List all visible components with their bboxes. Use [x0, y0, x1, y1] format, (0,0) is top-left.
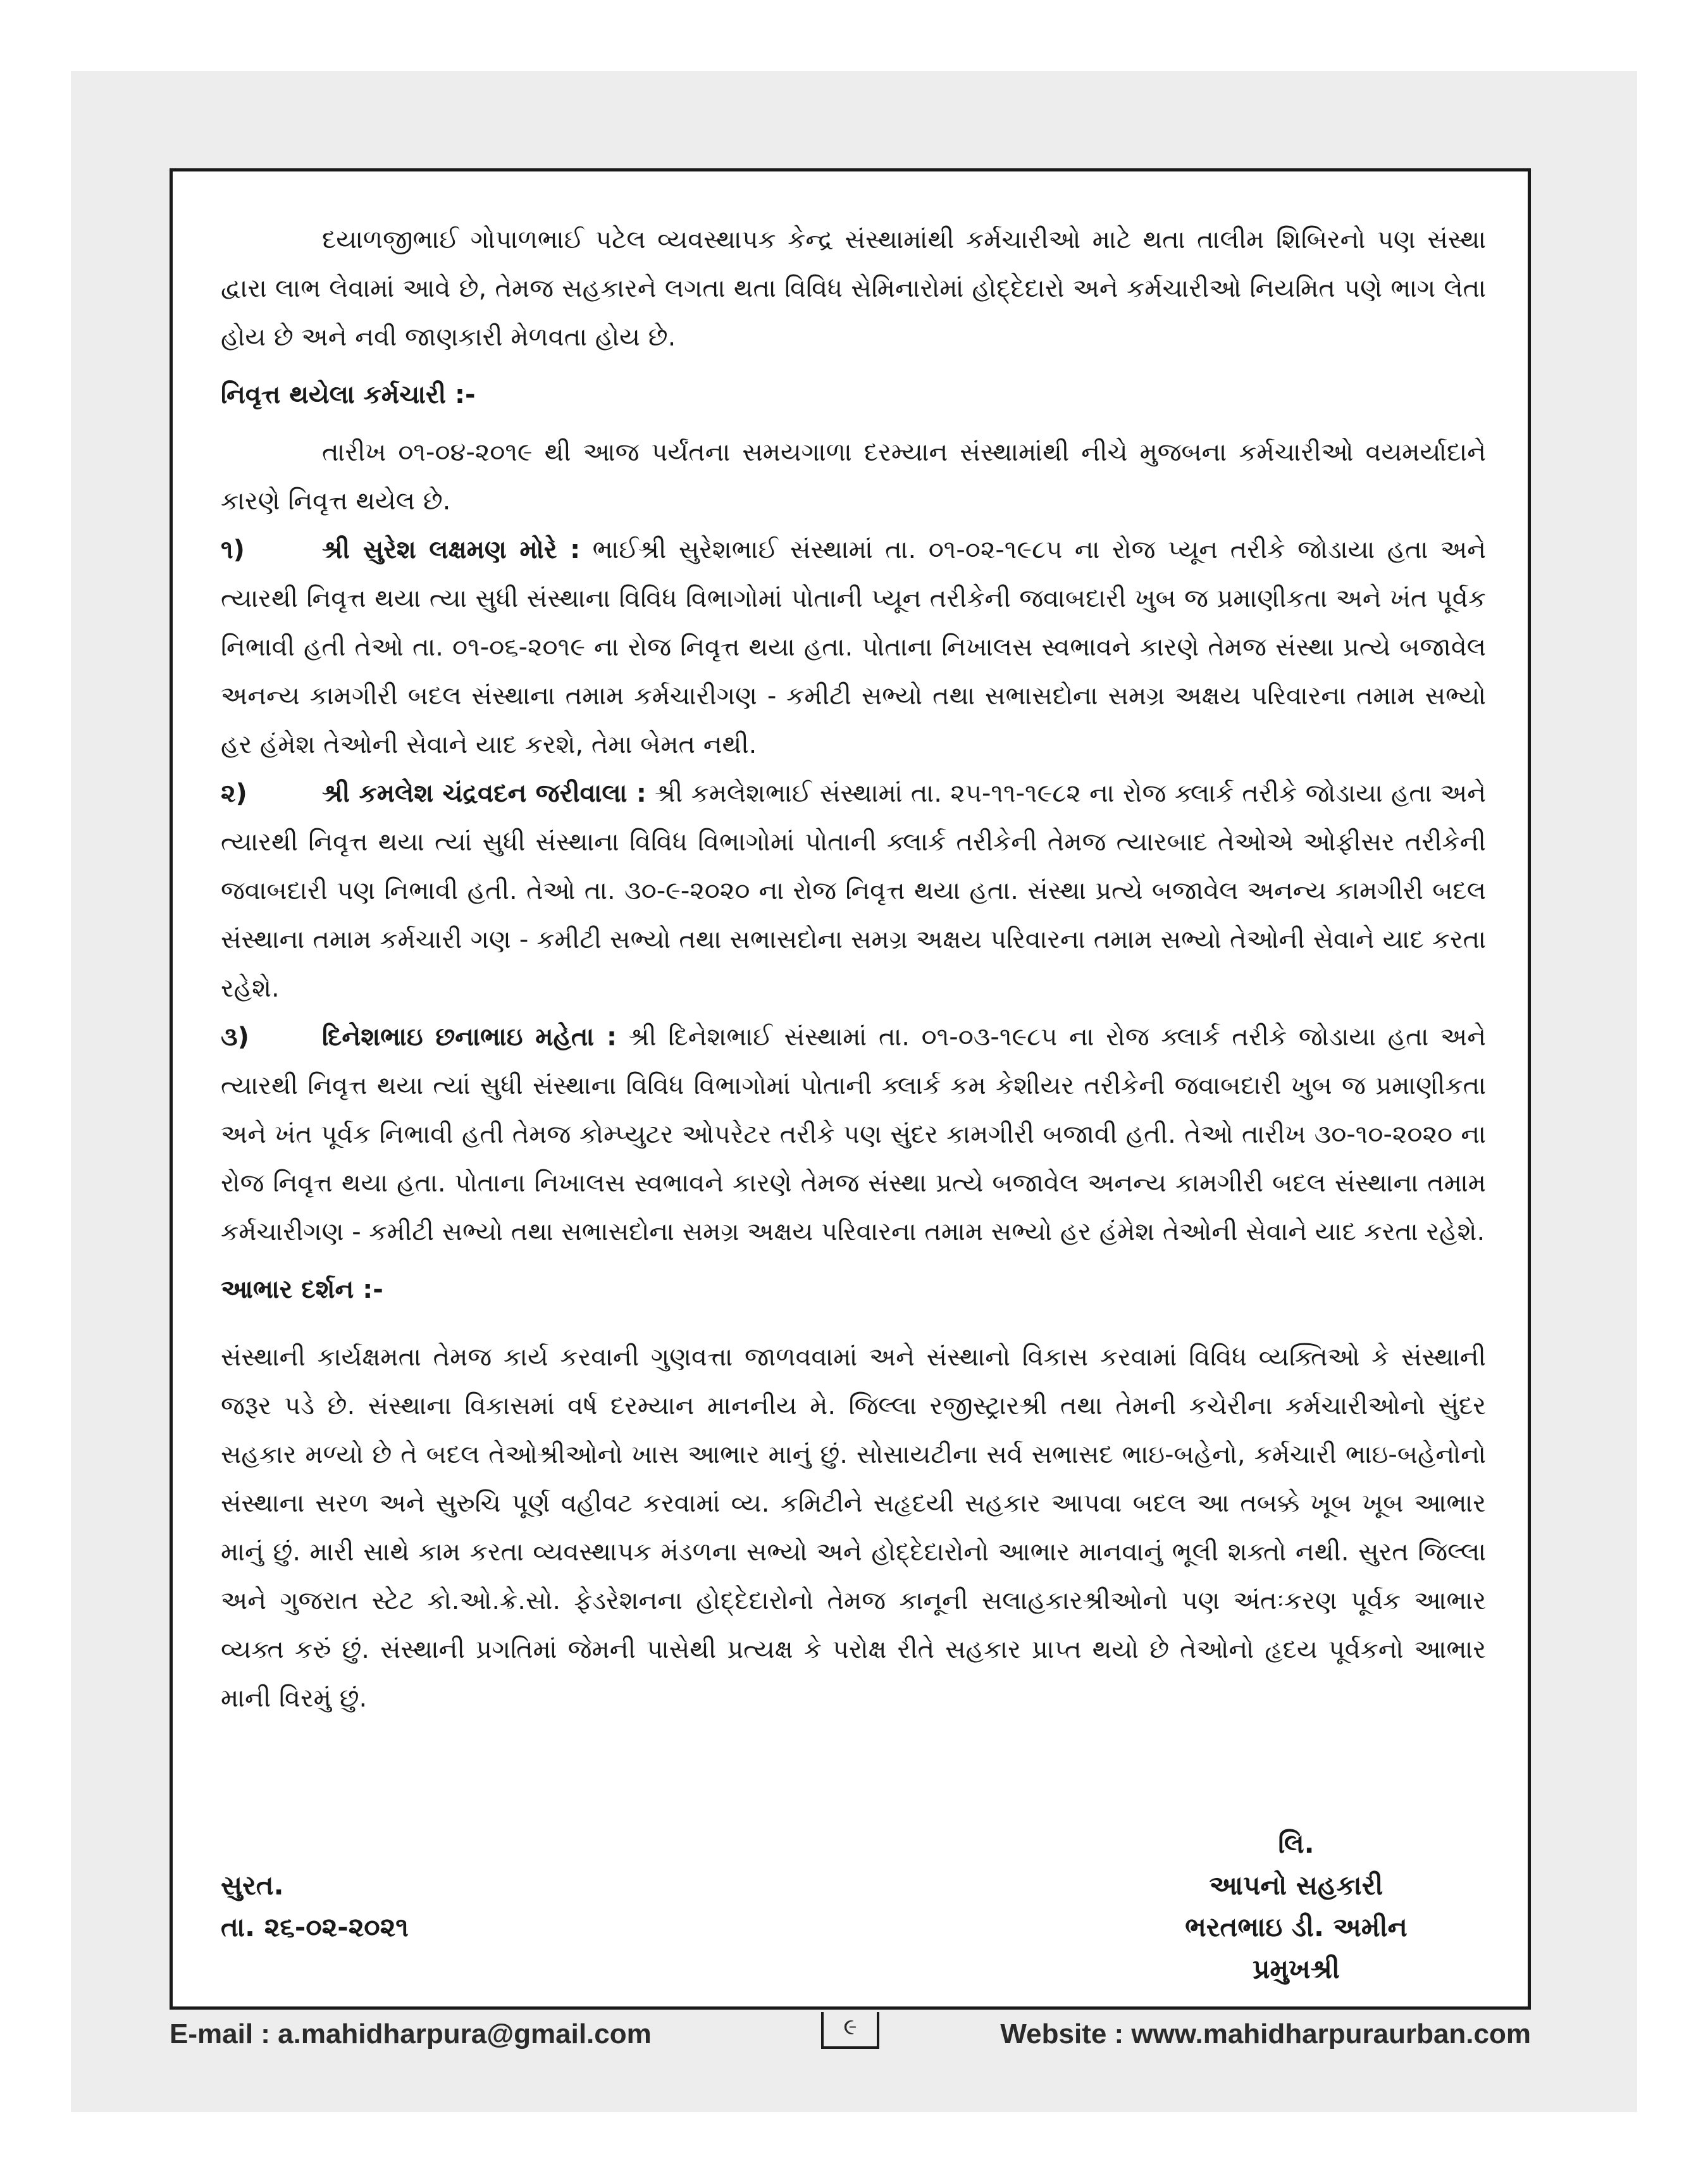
item-name: શ્રી કમલેશ ચંદ્રવદન જરીવાલા :: [322, 779, 647, 808]
item-number: ૧): [221, 535, 245, 564]
signature-block: [1132, 1823, 1461, 1990]
retired-item: [221, 769, 1486, 1013]
gratitude-heading: આભાર દર્શન :-: [221, 1275, 383, 1304]
content-frame: [170, 168, 1531, 2010]
closing-place: સુરત.: [221, 1870, 284, 1901]
item-text: શ્રી દિનેશભાઈ સંસ્થામાં તા. ૦૧-૦૩-૧૯૮૫ ના રોજ ક્લાર્ક તરીકે જોડાયા હતા અને ત્યારથી નિવૃત્ત થયા ત્યાં સુધી સંસ્થાના વિવિધ વિભાગોમાં પોતાની ક્લાર્ક કમ કેશીયર તરીકેની જવાબદારી ખુબ જ પ્રમાણીકતા અને ખંત પૂર્વક નિભાવી હતી તેમજ કોમ્પ્યુટર ઓપરેટર તરીકે પણ સુંદર કામગીરી બજાવી હતી. તેઓ તારીખ ૩૦-૧૦-૨૦૨૦ ના રોજ નિવૃત્ત થયા હતા. પોતાના નિખાલસ સ્વભાવને કારણે તેમજ સંસ્થા પ્રત્યે બજાવેલ અનન્ય કામગીરી બદલ સંસ્થાના તમામ કર્મચારીગણ - કમીટી સભ્યો તથા સભાસદોના સમગ્ર અક્ષય પરિવારના તમામ સભ્યો હર હંમેશ તેઓની સેવાને યાદ કરતા રહેશે.: [221, 1023, 1487, 1247]
document-body: [221, 216, 1486, 1723]
closing-block: [221, 1823, 1486, 1987]
item-name: દિનેશભાઇ છનાભાઇ મહેતા :: [322, 1023, 617, 1052]
retired-item: [221, 1013, 1486, 1257]
closing-date: તા. ૨૬-૦૨-૨૦૨૧: [221, 1912, 409, 1943]
item-number: ૩): [221, 1023, 249, 1052]
gratitude-paragraph: સંસ્થાની કાર્યક્ષમતા તેમજ કાર્ય કરવાની ગુણવત્તા જાળવવામાં અને સંસ્થાનો વિકાસ કરવામાં વિવિધ વ્યક્તિઓ કે સંસ્થાની જરૂર પડે છે. સંસ્થાના વિકાસમાં વર્ષ દરમ્યાન માનનીય મે. જિલ્લા રજીસ્ટ્રારશ્રી તથા તેમની કચેરીના કર્મચારીઓનો સુંદર સહકાર મળ્યો છે તે બદલ તેઓશ્રીઓનો ખાસ આભાર માનું છું. સોસાયટીના સર્વ સભાસદ ભાઇ-બહેનો, કર્મચારી ભાઇ-બહેનોનો સંસ્થાના સરળ અને સુરુચિ પૂર્ણ વહીવટ કરવામાં વ્ય. કમિટીને સહૃદયી સહકાર આપવા બદલ આ તબક્કે ખૂબ ખૂબ આભાર માનું છું. મારી સાથે કામ કરતા વ્યવસ્થાપક મંડળના સભ્યો અને હોદ્દેદારોનો આભાર માનવાનું ભૂલી શક્તો નથી. સુરત જિલ્લા અને ગુજરાત સ્ટેટ કો.ઓ.ક્રે.સો. ફેડરેશનના હોદ્દેદારોનો તેમજ કાનૂની સલાહકારશ્રીઓનો પણ અંતઃકરણ પૂર્વક આભાર વ્યક્ત કરું છું. સંસ્થાની પ્રગતિમાં જેમની પાસેથી પ્રત્યક્ષ કે પરોક્ષ રીતે સહકાર પ્રાપ્ત થયો છે તેઓનો હૃદય પૂર્વકનો આભાર માની વિરમું છું.: [221, 1343, 1486, 1713]
item-name: શ્રી સુરેશ લક્ષમણ મોરે :: [322, 535, 581, 564]
signatory-designation: પ્રમુખશ્રી: [1253, 1953, 1340, 1984]
retired-heading: નિવૃત્ત થયેલા કર્મચારી :-: [221, 380, 476, 409]
signoff: લિ.: [1278, 1828, 1315, 1859]
retired-item: [221, 526, 1486, 769]
page-footer: [170, 2012, 1531, 2056]
footer-email: E-mail : a.mahidharpura@gmail.com: [170, 2018, 652, 2049]
intro-paragraph: દયાળજીભાઈ ગોપાળભાઈ પટેલ વ્યવસ્થાપક કેન્દ્ર સંસ્થામાંથી કર્મચારીઓ માટે થતા તાલીમ શિબિરનો પણ સંસ્થા દ્વારા લાભ લેવામાં આવે છે, તેમજ સહકારને લગતા થતા વિવિધ સેમિનારોમાં હોદ્દેદારો અને કર્મચારીઓ નિયમિત પણે ભાગ લેતા હોય છે અને નવી જાણકારી મેળવતા હોય છે.: [221, 225, 1486, 352]
signatory-name: ભરતભાઇ ડી. અમીન: [1185, 1912, 1408, 1943]
regards: આપનો સહકારી: [1209, 1870, 1383, 1901]
item-text: શ્રી કમલેશભાઈ સંસ્થામાં તા. ૨૫-૧૧-૧૯૮૨ ના રોજ ક્લાર્ક તરીકે જોડાયા હતા અને ત્યારથી નિવૃત્ત થયા ત્યાં સુધી સંસ્થાના વિવિધ વિભાગોમાં પોતાની ક્લાર્ક તરીકેની તેમજ ત્યારબાદ તેઓએ ઓફીસર તરીકેની જવાબદારી પણ નિભાવી હતી. તેઓ તા. ૩૦-૯-૨૦૨૦ ના રોજ નિવૃત્ત થયા હતા. સંસ્થા પ્રત્યે બજાવેલ અનન્ય કામગીરી બદલ સંસ્થાના તમામ કર્મચારી ગણ - કમીટી સભ્યો તથા સભાસદોના સમગ્ર અક્ષય પરિવારના તમામ સભ્યો તેઓની સેવાને યાદ કરતા રહેશે.: [221, 779, 1486, 1003]
page-number: ૯: [821, 2012, 879, 2049]
item-text: ભાઈશ્રી સુરેશભાઈ સંસ્થામાં તા. ૦૧-૦૨-૧૯૮૫ ના રોજ પ્યૂન તરીકે જોડાયા હતા અને ત્યારથી નિવૃત્ત થયા ત્યા સુધી સંસ્થાના વિવિધ વિભાગોમાં પોતાની પ્યૂન તરીકેની જવાબદારી ખુબ જ પ્રમાણીકતા અને ખંત પૂર્વક નિભાવી હતી તેઓ તા. ૦૧-૦૬-૨૦૧૯ ના રોજ નિવૃત્ત થયા હતા. પોતાના નિખાલસ સ્વભાવને કારણે તેમજ સંસ્થા પ્રત્યે બજાવેલ અનન્ય કામગીરી બદલ સંસ્થાના તમામ કર્મચારીગણ - કમીટી સભ્યો તથા સભાસદોના સમગ્ર અક્ષય પરિવારના તમામ સભ્યો હર હંમેશ તેઓની સેવાને યાદ કરશે, તેમા બેમત નથી.: [221, 535, 1487, 759]
footer-website: Website : www.mahidharpuraurban.com: [1000, 2018, 1531, 2049]
retired-intro: તારીખ ૦૧-૦૪-૨૦૧૯ થી આજ પર્યંતના સમયગાળા દરમ્યાન સંસ્થામાંથી નીચે મુજબના કર્મચારીઓ વયમર્યાદાને કારણે નિવૃત્ત થયેલ છે.: [221, 438, 1486, 516]
item-number: ૨): [221, 779, 247, 808]
